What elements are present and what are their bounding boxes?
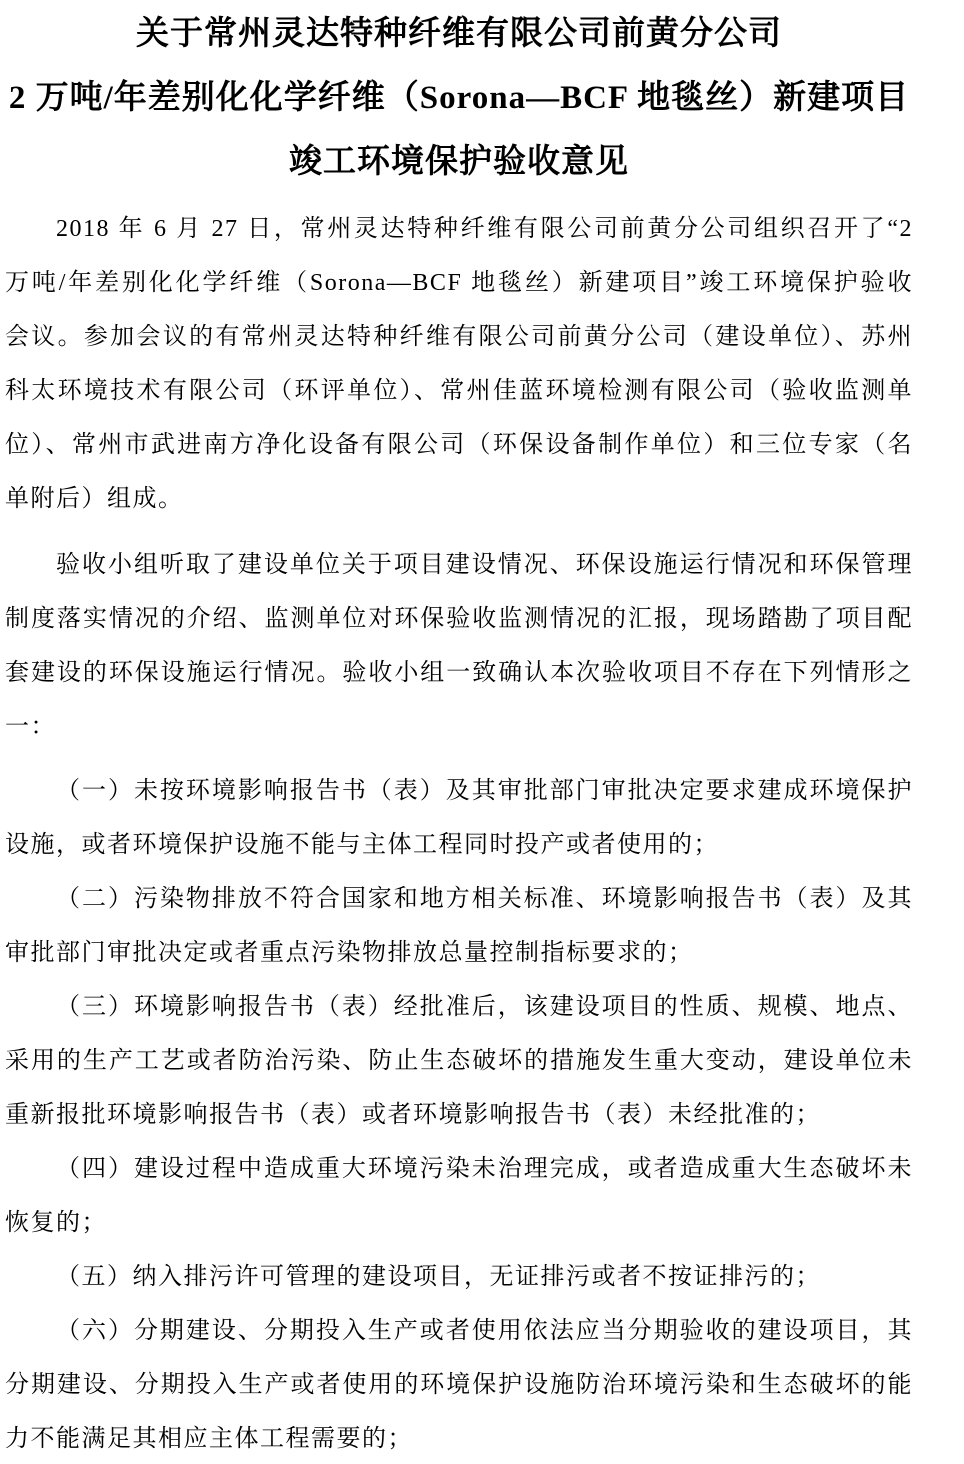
clause-item-5 — [5, 1250, 913, 1304]
title-line-1: 关于常州灵达特种纤维有限公司前黄分公司 — [136, 16, 782, 52]
text-line: 位）、常州市武进南方净化设备有限公司（环保设备制作单位）和三位专家（名 — [5, 432, 913, 458]
clause-item-4 — [5, 1142, 913, 1250]
clause-item-1 — [5, 764, 913, 872]
text-line: （三）环境影响报告书（表）经批准后，该建设项目的性质、规模、地点、 — [56, 994, 913, 1020]
text-line: 单附后）组成。 — [5, 486, 184, 512]
text-line: 设施，或者环境保护设施不能与主体工程同时投产或者使用的； — [5, 832, 719, 858]
text-line: 会议。参加会议的有常州灵达特种纤维有限公司前黄分公司（建设单位）、苏州 — [5, 324, 913, 350]
text-line: 一： — [5, 714, 56, 740]
title-line-3: 竣工环境保护验收意见 — [289, 144, 629, 180]
text-line: （五）纳入排污许可管理的建设项目，无证排污或者不按证排污的； — [56, 1264, 821, 1290]
text-line: 制度落实情况的介绍、监测单位对环保验收监测情况的汇报，现场踏勘了项目配 — [5, 606, 913, 632]
clause-item-2 — [5, 872, 913, 980]
clause-item-3 — [5, 980, 913, 1142]
text-line: 科太环境技术有限公司（环评单位）、常州佳蓝环境检测有限公司（验收监测单 — [5, 378, 913, 404]
text-line: 恢复的； — [5, 1210, 107, 1236]
clause-item-6 — [5, 1304, 913, 1464]
document-body — [5, 202, 913, 1464]
text-line: 套建设的环保设施运行情况。验收小组一致确认本次验收项目不存在下列情形之 — [5, 660, 913, 686]
text-line: （六）分期建设、分期投入生产或者使用依法应当分期验收的建设项目，其 — [56, 1318, 913, 1344]
text-line: （一）未按环境影响报告书（表）及其审批部门审批决定要求建成环境保护 — [56, 778, 913, 804]
text-line: 审批部门审批决定或者重点污染物排放总量控制指标要求的； — [5, 940, 694, 966]
text-line: 分期建设、分期投入生产或者使用的环境保护设施防治环境污染和生态破坏的能 — [5, 1372, 913, 1398]
text-line: 力不能满足其相应主体工程需要的； — [5, 1426, 413, 1452]
text-line: 万吨/年差别化化学纤维（Sorona—BCF 地毯丝）新建项目”竣工环境保护验收 — [5, 270, 913, 296]
text-line: 验收小组听取了建设单位关于项目建设情况、环保设施运行情况和环保管理 — [56, 552, 913, 578]
title-line-2: 2 万吨/年差别化化学纤维（Sorona—BCF 地毯丝）新建项目 — [8, 80, 910, 116]
paragraph-review-summary — [5, 538, 913, 754]
text-line: 重新报批环境影响报告书（表）或者环境影响报告书（表）未经批准的； — [5, 1102, 821, 1128]
document-title — [5, 0, 913, 194]
text-line: 采用的生产工艺或者防治污染、防止生态破坏的措施发生重大变动，建设单位未 — [5, 1048, 913, 1074]
text-line: （四）建设过程中造成重大环境污染未治理完成，或者造成重大生态破坏未 — [56, 1156, 913, 1182]
paragraph-meeting-intro — [5, 202, 913, 526]
text-line: 2018 年 6 月 27 日，常州灵达特种纤维有限公司前黄分公司组织召开了“2 — [56, 216, 913, 242]
text-line: （二）污染物排放不符合国家和地方相关标准、环境影响报告书（表）及其 — [56, 886, 913, 912]
